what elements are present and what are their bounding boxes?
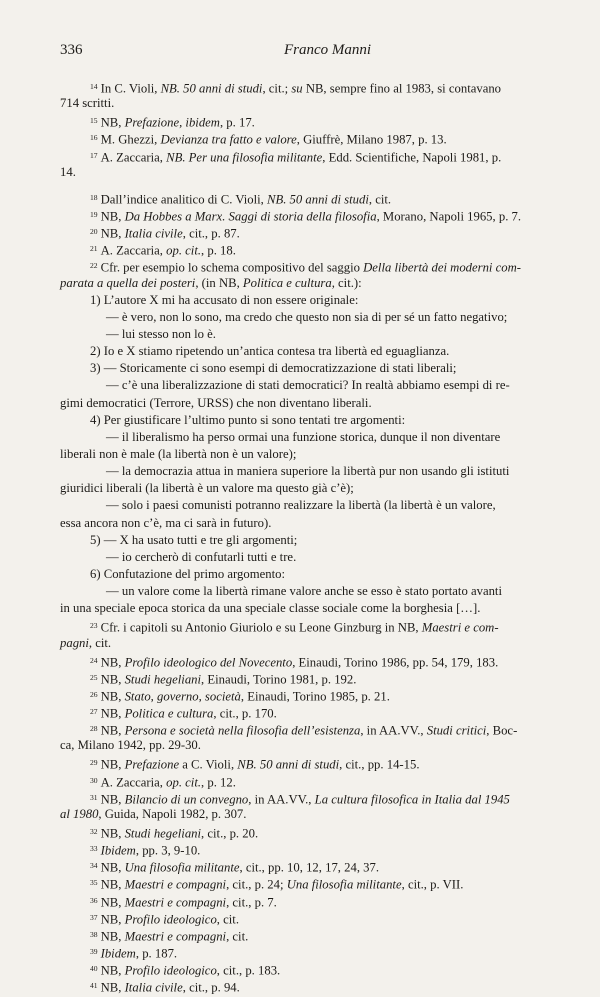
- footnote-22-body: 6) Confutazione del primo argomento:: [90, 566, 285, 581]
- footnotes: [60, 78, 552, 994]
- page-number: 336: [60, 42, 83, 58]
- footnote-22-body: gimi democratici (Terrore, URSS) che non diventano liberali.: [60, 395, 372, 410]
- footnote-22-body: — c’è una liberalizzazione di stati democratici? In realtà abbiamo esempi di re-: [106, 378, 510, 393]
- footnote-25: $^{25}$ NB, Studi hegeliani, Einaudi, Torino 1981, p. 192.: [90, 672, 357, 687]
- footnote-22-body: — la democrazia attua in maniera superiore la libertà pur non usando gli istituti: [106, 464, 510, 479]
- footnote-24: $^{24}$ NB, Profilo ideologico del Novecento, Einaudi, Torino 1986, pp. 54, 179, 183.: [90, 655, 499, 670]
- footnote-36: $^{36}$ NB, Maestri e compagni, cit., p. 7.: [90, 895, 277, 910]
- footnote-15: $^{15}$ NB, Prefazione, ibidem, p. 17.: [90, 115, 255, 130]
- footnote-22-body: essa ancora non c’è, ma ci sarà in futuro).: [60, 515, 272, 530]
- footnote-22-body: 5) — X ha usato tutti e tre gli argomenti;: [90, 532, 298, 547]
- footnote-31: $^{31}$ NB, Bilancio di un convegno, in AA.VV., La cultura filosofica in Italia dal 1945: [90, 792, 510, 807]
- footnote-22-body: giuridici liberali (la libertà è un valore ma questo già c’è);: [60, 481, 354, 496]
- footnote-30: $^{30}$ A. Zaccaria, op. cit., p. 12.: [90, 775, 236, 790]
- footnote-38: $^{38}$ NB, Maestri e compagni, cit.: [90, 929, 249, 944]
- footnote-22-body: 3) — Storicamente ci sono esempi di democratizzazione di stati liberali;: [90, 361, 457, 376]
- footnote-17: $^{17}$ A. Zaccaria, NB. Per una filosofia militante, Edd. Scientifiche, Napoli 1981, p.: [90, 149, 502, 164]
- footnote-39: $^{39}$ Ibidem, p. 187.: [90, 946, 178, 961]
- footnote-22-body: 2) Io e X stiamo ripetendo un’antica contesa tra libertà ed eguaglianza.: [90, 344, 450, 359]
- footnote-22-line-2: parata a quella dei posteri, (in NB, Politica e cultura, cit.):: [60, 275, 362, 290]
- footnote-29: $^{29}$ NB, Prefazione a C. Violi, NB. 50 anni di studi, cit., pp. 14-15.: [90, 757, 420, 772]
- footnote-17-cont: 14.: [60, 164, 76, 179]
- footnote-31-cont: al 1980, Guida, Napoli 1982, p. 307.: [60, 806, 247, 821]
- footnote-22-body: — il liberalismo ha perso ormai una funzione storica, dunque il non diventare: [106, 429, 501, 444]
- footnote-22-body: in una speciale epoca storica da una speciale classe sociale come la borghesia […].: [60, 601, 481, 616]
- footnote-22-body: liberali non è male (la libertà non è un valore);: [60, 446, 297, 461]
- footnote-40: $^{40}$ NB, Profilo ideologico, cit., p. 183.: [90, 963, 281, 978]
- footnote-37: $^{37}$ NB, Profilo ideologico, cit.: [90, 912, 239, 927]
- footnote-22-body: — lui stesso non lo è.: [106, 326, 216, 341]
- footnote-32: $^{32}$ NB, Studi hegeliani, cit., p. 20.: [90, 826, 259, 841]
- footnote-35: $^{35}$ NB, Maestri e compagni, cit., p. 24; Una filosofia militante, cit., p. VII.: [90, 877, 464, 892]
- footnote-22-body: 4) Per giustificare l’ultimo punto si sono tentati tre argomenti:: [90, 412, 406, 427]
- footnote-27: $^{27}$ NB, Politica e cultura, cit., p. 170.: [90, 706, 277, 721]
- footnote-22-body: — è vero, non lo sono, ma credo che questo non sia di per sé un fatto negativo;: [106, 309, 508, 324]
- footnote-34: $^{34}$ NB, Una filosofia militante, cit., pp. 10, 12, 17, 24, 37.: [90, 860, 380, 875]
- footnote-19: $^{19}$ NB, Da Hobbes a Marx. Saggi di storia della filosofia, Morano, Napoli 1965, p. 7.: [90, 209, 522, 224]
- footnote-22-body: — solo i paesi comunisti potranno realizzare la libertà (la libertà è un valore,: [106, 498, 496, 513]
- footnote-22-body: — io cercherò di confutarli tutti e tre.: [106, 549, 297, 564]
- footnote-18: $^{18}$ Dall’indice analitico di C. Violi, NB. 50 anni di studi, cit.: [90, 192, 392, 207]
- footnote-14: $^{14}$ In C. Violi, NB. 50 anni di studi, cit.; su NB, sempre fino al 1983, si contavano: [90, 81, 502, 96]
- footnote-16: $^{16}$ M. Ghezzi, Devianza tra fatto e valore, Giuffrè, Milano 1987, p. 13.: [90, 132, 447, 147]
- footnote-22-body: 1) L’autore X mi ha accusato di non essere originale:: [90, 292, 359, 307]
- running-title: Franco Manni: [284, 42, 372, 58]
- footnote-14-cont: 714 scritti.: [60, 96, 115, 111]
- footnote-22-body: — un valore come la libertà rimane valore anche se esso è stato portato avanti: [106, 584, 502, 599]
- footnote-21: $^{21}$ A. Zaccaria, op. cit., p. 18.: [90, 243, 236, 258]
- footnote-22: $^{22}$ Cfr. per esempio lo schema compositivo del saggio Della libertà dei moderni com-: [90, 260, 521, 275]
- footnote-28: $^{28}$ NB, Persona e società nella filosofia dell’esistenza, in AA.VV., Studi critici, Boc-: [90, 723, 518, 738]
- footnote-28-cont: ca, Milano 1942, pp. 29-30.: [60, 738, 201, 753]
- footnote-41: $^{41}$ NB, Italia civile, cit., p. 94.: [90, 980, 240, 995]
- running-header: [60, 42, 550, 64]
- footnote-23-cont: pagni, cit.: [60, 635, 112, 650]
- footnote-20: $^{20}$ NB, Italia civile, cit., p. 87.: [90, 226, 240, 241]
- footnote-23: $^{23}$ Cfr. i capitoli su Antonio Giuriolo e su Leone Ginzburg in NB, Maestri e com-: [90, 620, 499, 635]
- footnote-33: $^{33}$ Ibidem, pp. 3, 9-10.: [90, 843, 201, 858]
- footnote-26: $^{26}$ NB, Stato, governo, società, Einaudi, Torino 1985, p. 21.: [90, 689, 390, 704]
